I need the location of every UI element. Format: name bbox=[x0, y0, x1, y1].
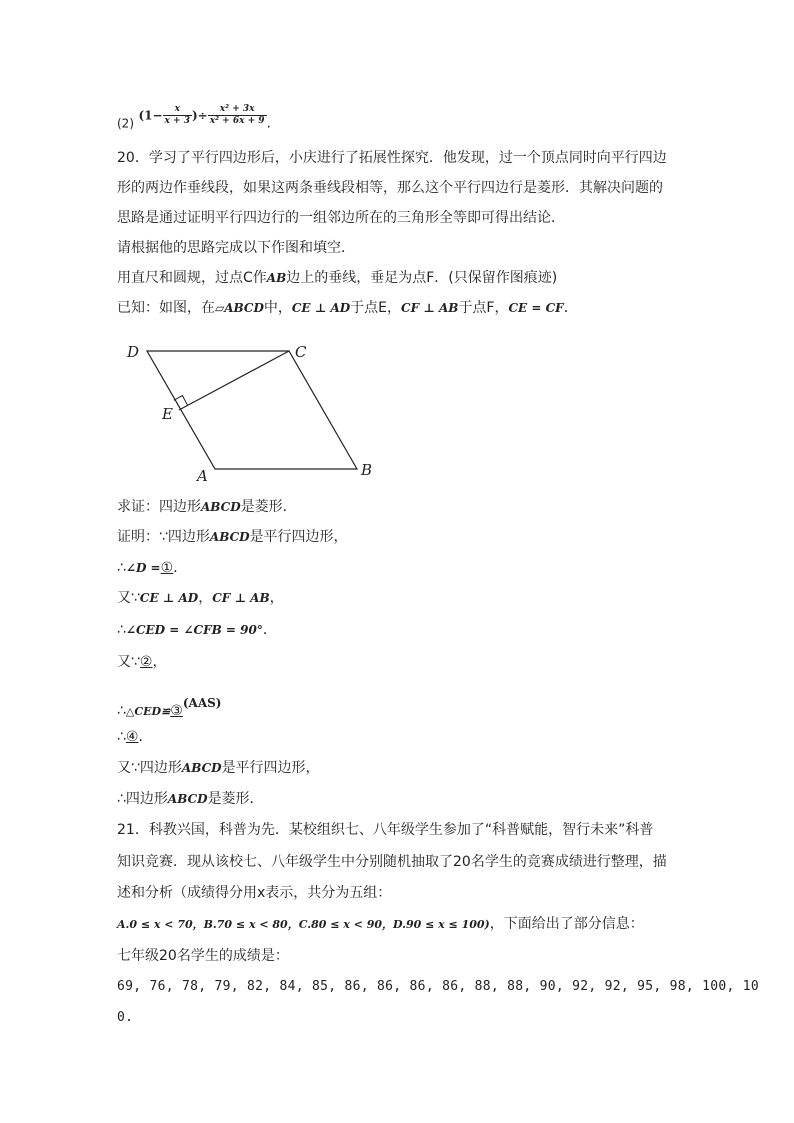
proof-l5-a: 又∵ bbox=[117, 654, 140, 670]
q20-intro-1: 20．学习了平行四边形后，小庆进行了拓展性探究．他发现，过一个顶点同时向平行四边 bbox=[117, 150, 667, 166]
proof-line-1 bbox=[117, 527, 348, 547]
q21-grade7-title: 七年级20名学生的成绩是： bbox=[117, 948, 289, 964]
label-d: D bbox=[127, 343, 140, 361]
construction-text-a: 用直尺和圆规，过点C作 bbox=[117, 270, 267, 286]
proof-line-5 bbox=[117, 652, 166, 672]
q20-intro-2: 形的两边作垂线段，如果这两条垂线段相等，那么这个平行四边行是菱形．其解决问题的 bbox=[117, 180, 663, 196]
q20-construction bbox=[117, 268, 557, 288]
proof-l8-a: 又∵四边形 bbox=[117, 760, 182, 776]
proof-line-8 bbox=[117, 758, 320, 778]
proof-l8-b: 是平行四边形， bbox=[221, 760, 320, 776]
proof-l4-a: ∴ bbox=[117, 622, 126, 638]
proof-l9-a: ∴四边形 bbox=[117, 791, 168, 807]
q19-lead: (1− bbox=[138, 108, 163, 123]
proof-l4-end: ． bbox=[262, 622, 277, 638]
blank-4: ④ bbox=[125, 729, 139, 745]
q20-instruction: 请根据他的思路完成以下作图和填空． bbox=[117, 240, 355, 256]
given-c1: CE ⊥ AD bbox=[291, 301, 351, 315]
proof-l9-b: 是菱形． bbox=[207, 791, 264, 807]
proof-l6-a: ∴ bbox=[117, 703, 126, 719]
proof-l3-m2: CF ⊥ AB bbox=[212, 591, 270, 605]
blank-2: ② bbox=[139, 654, 153, 670]
given-c2: CF ⊥ AB bbox=[401, 301, 459, 315]
prove-lead: 求证：四边形 bbox=[117, 499, 201, 515]
q19-f2-denominator: x² + 6x + 9 bbox=[209, 116, 265, 126]
given-shape: ▱ABCD bbox=[215, 301, 264, 315]
given-c3: CE = CF bbox=[508, 301, 564, 315]
proof-l2-math: ∠D = bbox=[125, 561, 161, 575]
q21-grade7-scores-2: 0. bbox=[117, 1010, 134, 1025]
proof-l9-shape: ABCD bbox=[167, 792, 208, 806]
parallelogram-figure bbox=[117, 335, 387, 485]
given-lead: 已知：如图，在 bbox=[117, 300, 215, 316]
proof-line-7 bbox=[117, 727, 152, 747]
parallelogram-abcd bbox=[147, 351, 357, 469]
q19-fraction-1 bbox=[163, 104, 192, 127]
q19-f2-numerator: x² + 3x bbox=[208, 104, 267, 116]
given-end: ． bbox=[563, 300, 578, 316]
construction-ab: AB bbox=[266, 271, 287, 285]
proof-l3-sep: ， bbox=[198, 590, 213, 606]
q21-intro-3: 述和分析（成绩得分用x表示，共分为五组： bbox=[117, 885, 392, 901]
q20-prove bbox=[117, 497, 297, 517]
proof-l5-end: ， bbox=[152, 654, 167, 670]
proof-l1-a: 证明：∵四边形 bbox=[117, 529, 210, 545]
proof-l6-math: △CED≌ bbox=[125, 705, 171, 718]
q20-given bbox=[117, 298, 578, 318]
proof-l3-a: 又∵ bbox=[117, 590, 140, 606]
proof-l7-end: ． bbox=[138, 729, 153, 745]
label-b: B bbox=[361, 461, 373, 479]
segment-ce bbox=[179, 351, 289, 410]
label-c: C bbox=[295, 343, 307, 361]
q19-fraction-2 bbox=[208, 104, 267, 127]
proof-l2-end: ． bbox=[173, 560, 188, 576]
proof-l8-shape: ABCD bbox=[181, 761, 222, 775]
q21-grade7-scores-1: 69, 76, 78, 79, 82, 84, 85, 86, 86, 86, 86, 88, 88, 90, 92, 92, 95, 98, 100, 10 bbox=[117, 979, 760, 994]
given-in: 中， bbox=[263, 300, 292, 316]
proof-l3-end: ， bbox=[269, 590, 284, 606]
proof-line-3 bbox=[117, 588, 284, 608]
q21-intro-2: 知识竞赛．现从该校七、八年级学生中分别随机抽取了20名学生的竞赛成绩进行整理，描 bbox=[117, 854, 667, 870]
blank-1: ① bbox=[160, 560, 174, 576]
prove-shape: ABCD bbox=[201, 500, 241, 514]
proof-l6-tag: (AAS) bbox=[182, 696, 222, 710]
given-t1: 于点E， bbox=[350, 300, 402, 316]
q19-mid: )÷ bbox=[191, 108, 208, 123]
label-e: E bbox=[162, 405, 173, 423]
blank-3: ③ bbox=[170, 703, 183, 719]
proof-l1-shape: ABCD bbox=[209, 530, 250, 544]
q19-part2-label: (2) bbox=[117, 116, 134, 131]
proof-line-2 bbox=[117, 558, 187, 578]
q20-intro-3: 思路是通过证明平行四边行的一组邻边所在的三角形全等即可得出结论． bbox=[117, 210, 565, 226]
proof-line-9 bbox=[117, 789, 264, 809]
prove-end: 是菱形． bbox=[240, 499, 297, 515]
proof-line-6 bbox=[117, 693, 222, 722]
proof-l3-m1: CE ⊥ AD bbox=[139, 591, 199, 605]
proof-line-4 bbox=[117, 620, 277, 640]
q19-f1-denominator: x + 3 bbox=[164, 116, 190, 126]
proof-l4-math: ∠CED = ∠CFB = 90° bbox=[125, 623, 263, 637]
q21-groups-tail: ，下面给出了部分信息： bbox=[489, 916, 644, 932]
q19-f1-numerator: x bbox=[163, 104, 192, 116]
q19-part2-expression bbox=[117, 104, 271, 134]
q19-end: . bbox=[266, 115, 271, 132]
q21-groups-line bbox=[117, 914, 644, 935]
construction-text-b: 边上的垂线，垂足为点F．(只保留作图痕迹) bbox=[286, 270, 558, 286]
proof-l1-b: 是平行四边形， bbox=[249, 529, 348, 545]
q21-groups: A.0 ≤ x < 70，B.70 ≤ x < 80，C.80 ≤ x < 90，D.90 ≤ x ≤ 100) bbox=[117, 918, 490, 931]
proof-l7-a: ∴ bbox=[117, 729, 126, 745]
label-a: A bbox=[197, 467, 208, 485]
given-t2: 于点F， bbox=[458, 300, 509, 316]
q21-intro-1: 21．科教兴国，科普为先．某校组织七、八年级学生参加了“科普赋能，智行未来”科普 bbox=[117, 822, 654, 838]
proof-l2-a: ∴ bbox=[117, 560, 126, 576]
